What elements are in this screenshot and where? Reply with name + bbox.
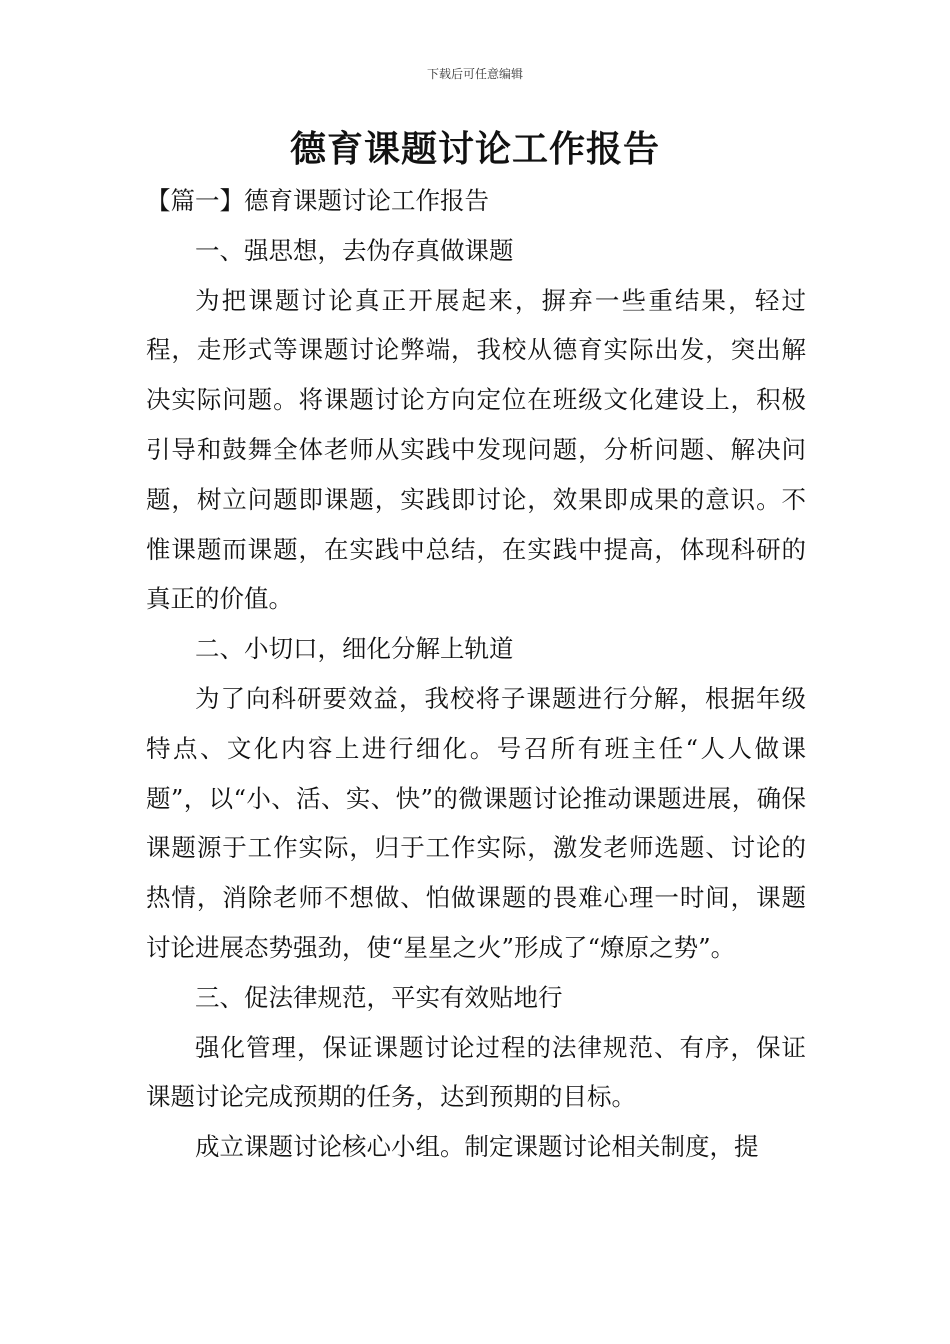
paragraph-3: 强化管理，保证课题讨论过程的法律规范、有序，保证课题讨论完成预期的任务，达到预期的目标。 [146,1032,806,1112]
document-title: 德育课题讨论工作报告 [289,128,660,170]
paragraph-1: 为把课题讨论真正开展起来，摒弃一些重结果，轻过程，走形式等课题讨论弊端，我校从德育实际出发，突出解决实际问题。将课题讨论方向定位在班级文化建设上，积极引导和鼓舞全体老师从实践中发现问题，分析问题、解决问题，树立问题即课题，实践即讨论，效果即成果的意识。不惟课题而课题，在实践中总结，在实践中提高，体现科研的真正的价值。 [146,285,806,614]
subheading-2: 二、小切口，细化分解上轨道 [195,634,514,664]
paragraph-4: 成立课题讨论核心小组。制定课题讨论相关制度，提 [195,1132,759,1162]
document-body [146,176,806,1172]
paragraph-2: 为了向科研要效益，我校将子课题进行分解，根据年级特点、文化内容上进行细化。号召所有班主任“人人做课题”，以“小、活、实、快”的微课题讨论推动课题进展，确保课题源于工作实际，归于工作实际，激发老师选题、讨论的热情，消除老师不想做、怕做课题的畏难心理一时间，课题讨论进展态势强劲，使“星星之火”形成了“燎原之势”。 [146,683,806,962]
header-note: 下载后可任意编辑 [426,67,523,81]
subheading-1: 一、强思想，去伪存真做课题 [195,235,514,265]
subheading-3: 三、促法律规范，平实有效贴地行 [195,982,563,1012]
section-heading: 【篇一】德育课题讨论工作报告 [146,186,489,215]
